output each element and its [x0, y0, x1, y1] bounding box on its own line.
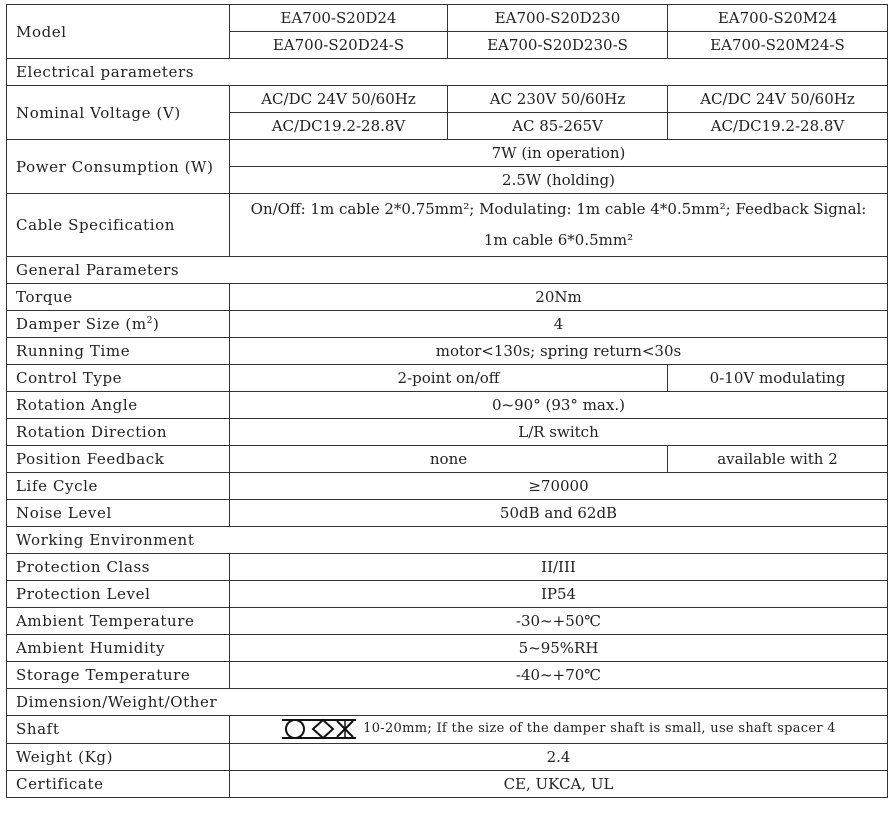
control-mod: 0-10V modulating: [668, 365, 888, 392]
weight-value: 2.4: [230, 743, 888, 770]
cable-spec-line-1: On/Off: 1m cable 2*0.75mm²; Modulating: 1m cable 4*0.5mm²; Feedback Signal:: [250, 200, 867, 218]
feedback-mod: available with 2: [668, 446, 888, 473]
table-row-power: [7, 140, 888, 167]
row-label-running: Running Time: [7, 338, 230, 365]
shaft-value: 10-20mm; If the size of the damper shaft is small, use shaft spacer 4: [363, 721, 836, 736]
spec-table: [6, 4, 888, 798]
direction-value: L/R switch: [230, 419, 888, 446]
table-row-angle: [7, 392, 888, 419]
table-row-prot-level: [7, 581, 888, 608]
table-row-amb-temp: [7, 608, 888, 635]
cable-spec: [230, 194, 888, 257]
row-label-storage: Storage Temperature: [7, 662, 230, 689]
power-operation: 7W (in operation): [230, 140, 888, 167]
table-row-torque: [7, 284, 888, 311]
cable-spec-line-2: 1m cable 6*0.5mm²: [483, 231, 634, 249]
model-a2: EA700-S20D24-S: [230, 32, 448, 59]
row-label-prot-level: Protection Level: [7, 581, 230, 608]
damper-label-close: ): [153, 315, 160, 333]
damper-label-text: Damper Size (m: [16, 315, 147, 333]
voltage-c1: AC/DC 24V 50/60Hz: [668, 86, 888, 113]
control-onoff: 2-point on/off: [230, 365, 668, 392]
voltage-a2: AC/DC19.2-28.8V: [230, 113, 448, 140]
torque-value: 20Nm: [230, 284, 888, 311]
table-row-running: [7, 338, 888, 365]
model-b2: EA700-S20D230-S: [448, 32, 668, 59]
section-heading-working: Working Environment: [7, 527, 888, 554]
section-dimension: [7, 689, 888, 716]
shaft-value-cell: [230, 716, 888, 744]
row-label-model: Model: [7, 5, 230, 59]
table-row-storage: [7, 662, 888, 689]
section-heading-general: General Parameters: [7, 257, 888, 284]
model-c2: EA700-S20M24-S: [668, 32, 888, 59]
feedback-onoff: none: [230, 446, 668, 473]
row-label-amb-temp: Ambient Temperature: [7, 608, 230, 635]
section-general: [7, 257, 888, 284]
table-row-noise: [7, 500, 888, 527]
voltage-a1: AC/DC 24V 50/60Hz: [230, 86, 448, 113]
row-label-power: Power Consumption (W): [7, 140, 230, 194]
row-label-weight: Weight (Kg): [7, 743, 230, 770]
section-heading-dimension: Dimension/Weight/Other: [7, 689, 888, 716]
row-label-noise: Noise Level: [7, 500, 230, 527]
row-label-shaft: Shaft: [7, 716, 230, 744]
amb-temp-value: -30~+50℃: [230, 608, 888, 635]
voltage-b2: AC 85-265V: [448, 113, 668, 140]
spec-sheet: [6, 4, 887, 825]
damper-value: 4: [230, 311, 888, 338]
voltage-b1: AC 230V 50/60Hz: [448, 86, 668, 113]
amb-hum-value: 5~95%RH: [230, 635, 888, 662]
row-label-life: Life Cycle: [7, 473, 230, 500]
table-row-damper: [7, 311, 888, 338]
section-working: [7, 527, 888, 554]
table-row-weight: [7, 743, 888, 770]
table-row-certificate: [7, 770, 888, 797]
table-row-cable: [7, 194, 888, 257]
model-b1: EA700-S20D230: [448, 5, 668, 32]
table-row-voltage: [7, 86, 888, 113]
table-row-amb-hum: [7, 635, 888, 662]
storage-value: -40~+70℃: [230, 662, 888, 689]
row-label-prot-class: Protection Class: [7, 554, 230, 581]
running-value: motor<130s; spring return<30s: [230, 338, 888, 365]
table-row-life: [7, 473, 888, 500]
table-row-prot-class: [7, 554, 888, 581]
row-label-certificate: Certificate: [7, 770, 230, 797]
row-label-angle: Rotation Angle: [7, 392, 230, 419]
angle-value: 0~90° (93° max.): [230, 392, 888, 419]
prot-level-value: IP54: [230, 581, 888, 608]
life-value: ≥70000: [230, 473, 888, 500]
row-label-direction: Rotation Direction: [7, 419, 230, 446]
section-heading-electrical: Electrical parameters: [7, 59, 888, 86]
power-holding: 2.5W (holding): [230, 167, 888, 194]
table-row-model: [7, 5, 888, 32]
noise-value: 50dB and 62dB: [230, 500, 888, 527]
certificate-value: CE, UKCA, UL: [230, 770, 888, 797]
row-label-amb-hum: Ambient Humidity: [7, 635, 230, 662]
row-label-voltage: Nominal Voltage (V): [7, 86, 230, 140]
voltage-c2: AC/DC19.2-28.8V: [668, 113, 888, 140]
shaft-shapes-icon: [281, 718, 357, 740]
row-label-damper: [7, 311, 230, 338]
row-label-torque: Torque: [7, 284, 230, 311]
table-row-shaft: [7, 716, 888, 744]
table-row-feedback: [7, 446, 888, 473]
table-row-control: [7, 365, 888, 392]
model-a1: EA700-S20D24: [230, 5, 448, 32]
table-row-direction: [7, 419, 888, 446]
prot-class-value: II/III: [230, 554, 888, 581]
row-label-cable: Cable Specification: [7, 194, 230, 257]
damper-label-sup: 2: [146, 316, 154, 326]
section-electrical: [7, 59, 888, 86]
model-c1: EA700-S20M24: [668, 5, 888, 32]
row-label-feedback: Position Feedback: [7, 446, 230, 473]
row-label-control: Control Type: [7, 365, 230, 392]
